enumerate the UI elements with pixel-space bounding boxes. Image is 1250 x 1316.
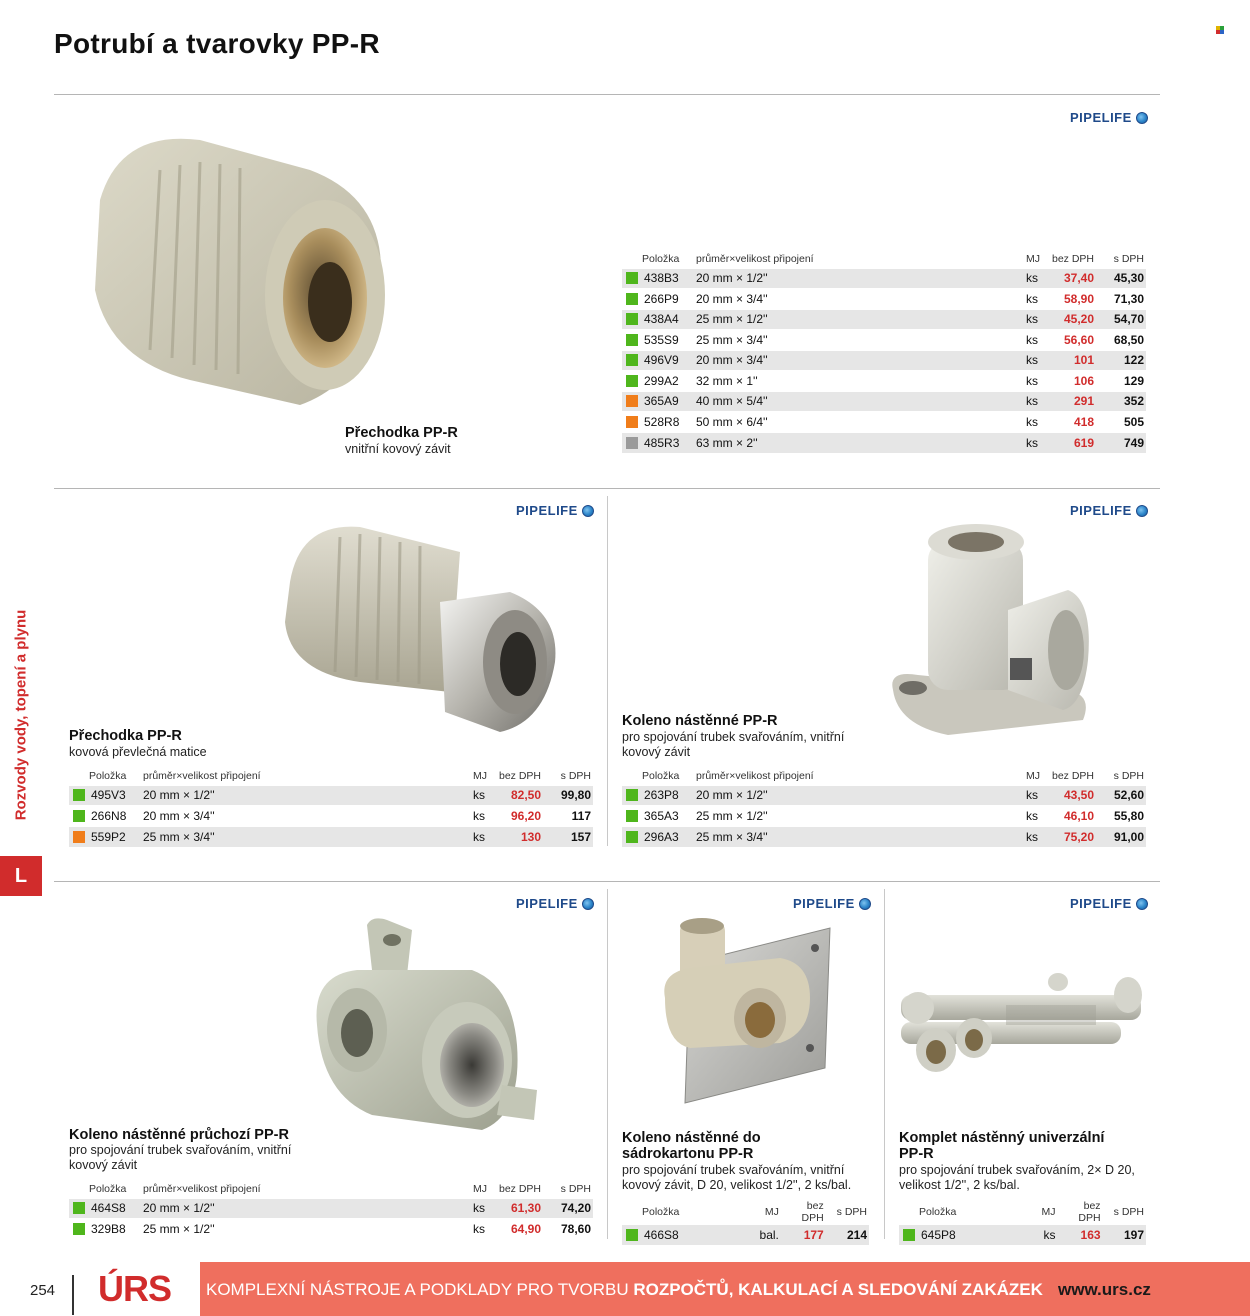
cell-unit: ks (1024, 371, 1046, 392)
cell-gross: 122 (1096, 350, 1146, 371)
column-header-net: bez DPH (498, 769, 541, 782)
urs-logo: ÚRS (98, 1268, 172, 1309)
column-divider (607, 889, 608, 1239)
table-row (622, 412, 1146, 433)
item-code-cell (899, 1225, 1022, 1246)
cell-spec: 20 mm × 1/2'' (141, 1198, 471, 1219)
column-header-unit: MJ (473, 769, 487, 782)
cell-spec: 50 mm × 6/4'' (694, 412, 1024, 433)
availability-marker (626, 293, 638, 305)
cell-gross: 91,00 (1096, 826, 1146, 847)
product-description: pro spojování trubek svařováním, 2× D 20, velikost 1/2'', 2 ks/bal. (899, 1163, 1135, 1192)
item-code-cell (69, 826, 141, 847)
availability-marker (626, 395, 638, 407)
item-code: 645P8 (921, 1228, 956, 1242)
availability-marker (73, 1202, 85, 1214)
cell-unit: ks (1024, 412, 1046, 433)
column-header-gross: s DPH (560, 769, 591, 782)
cell-spec: 20 mm × 3/4'' (694, 350, 1024, 371)
item-code-cell (622, 432, 694, 453)
footer-url[interactable]: www.urs.cz (1058, 1280, 1151, 1299)
cell-spec: 32 mm × 1'' (694, 371, 1024, 392)
table-row (69, 826, 593, 847)
product-title: Přechodka PP-R (69, 728, 182, 744)
column-header-net: bez DPH (1078, 1200, 1101, 1224)
cell-gross: 71,30 (1096, 289, 1146, 310)
availability-marker (73, 810, 85, 822)
cell-net: 46,10 (1046, 806, 1096, 827)
cell-net: 418 (1046, 412, 1096, 433)
cell-gross: 117 (543, 806, 593, 827)
product-title: Koleno nástěnné průchozí PP-R (69, 1127, 289, 1143)
pipelife-logo: PIPELIFE (1070, 110, 1148, 125)
pipelife-logo: PIPELIFE (1070, 896, 1148, 911)
divider (54, 881, 1160, 882)
table-row (622, 350, 1146, 371)
cell-net: 82,50 (493, 785, 543, 806)
cell-net: 163 (1058, 1225, 1103, 1246)
item-code: 464S8 (91, 1201, 126, 1216)
item-code: 438B3 (644, 271, 679, 286)
cell-unit: ks (1024, 350, 1046, 371)
cell-net: 177 (781, 1225, 826, 1246)
table-row (622, 330, 1146, 351)
item-code-cell (622, 268, 694, 289)
cell-unit: ks (1024, 330, 1046, 351)
item-code-cell (69, 1219, 141, 1240)
product-description: vnitřní kovový závit (345, 442, 451, 456)
column-header-spec: průměr×velikost připojení (143, 769, 261, 782)
item-code-cell (622, 826, 694, 847)
product-description: pro spojování trubek svařováním, vnitřní kovový závit (69, 1143, 292, 1172)
availability-marker (903, 1229, 915, 1241)
column-divider (884, 889, 885, 1239)
cell-unit: ks (1022, 1225, 1057, 1246)
product-description: kovová převlečná matice (69, 745, 207, 759)
column-header-spec: průměr×velikost připojení (696, 769, 814, 782)
product-title: Koleno nástěnné PP-R (622, 713, 778, 729)
cell-gross: 352 (1096, 391, 1146, 412)
availability-marker (626, 354, 638, 366)
column-header-item: Položka (642, 1206, 680, 1218)
item-code-cell (622, 350, 694, 371)
item-code: 266P9 (644, 291, 679, 306)
item-code-cell (622, 412, 694, 433)
item-code-cell (622, 371, 694, 392)
footer-separator (72, 1275, 74, 1315)
footer-slogan: KOMPLEXNÍ NÁSTROJE A PODKLADY PRO TVORBU ROZPOČTŮ, KALKULACÍ A SLEDOVÁNÍ ZAKÁZEK (206, 1280, 1043, 1299)
item-code-cell (622, 289, 694, 310)
pipelife-logo: PIPELIFE (1070, 503, 1148, 518)
cell-unit: ks (1024, 309, 1046, 330)
cell-net: 37,40 (1046, 268, 1096, 289)
column-header-unit: MJ (764, 1206, 779, 1218)
product-image-transition-union-nut (280, 522, 570, 742)
availability-marker (626, 375, 638, 387)
availability-marker (626, 334, 638, 346)
table-row (622, 289, 1146, 310)
cell-net: 64,90 (493, 1219, 543, 1240)
item-code-cell (69, 785, 141, 806)
cell-gross: 214 (826, 1225, 869, 1246)
table-row (69, 1219, 593, 1240)
cell-spec: 25 mm × 1/2'' (141, 1219, 471, 1240)
table-row (622, 432, 1146, 453)
cell-net: 61,30 (493, 1198, 543, 1219)
cell-spec: 20 mm × 1/2'' (694, 268, 1024, 289)
product-image-wall-elbow-through (312, 915, 542, 1140)
cell-spec: 63 mm × 2'' (694, 432, 1024, 453)
availability-marker (626, 313, 638, 325)
price-table (622, 767, 1146, 847)
item-code: 263P8 (644, 788, 679, 803)
column-header-item: Položka (89, 1182, 127, 1195)
availability-marker (626, 416, 638, 428)
item-code-cell (622, 309, 694, 330)
product-image-transition-female (80, 130, 410, 420)
cell-spec: 20 mm × 1/2'' (141, 785, 471, 806)
cell-unit: ks (471, 1198, 493, 1219)
column-header-unit: MJ (473, 1182, 487, 1195)
item-code-cell (69, 1198, 141, 1219)
availability-marker (626, 437, 638, 449)
item-code: 266N8 (91, 808, 127, 823)
column-header-unit: MJ (1026, 769, 1040, 782)
item-code: 329B8 (91, 1222, 126, 1236)
item-code: 438A4 (644, 312, 679, 327)
price-table (622, 1200, 869, 1245)
availability-marker (626, 810, 638, 822)
item-code: 496V9 (644, 353, 679, 368)
cell-net: 75,20 (1046, 826, 1096, 847)
cell-gross: 52,60 (1096, 785, 1146, 806)
price-table (69, 767, 593, 847)
availability-marker (626, 831, 638, 843)
column-header-item: Položka (89, 769, 127, 782)
cell-unit: ks (1024, 268, 1046, 289)
item-code: 299A2 (644, 373, 679, 388)
column-header-net: bez DPH (801, 1200, 824, 1224)
cell-unit: ks (471, 826, 493, 847)
column-header-item: Položka (642, 769, 680, 782)
item-code: 559P2 (91, 829, 126, 844)
cell-spec: 25 mm × 1/2'' (694, 806, 1024, 827)
column-header-item: Položka (642, 252, 680, 265)
cell-spec: 20 mm × 3/4'' (694, 289, 1024, 310)
item-code: 365A9 (644, 394, 679, 409)
cell-net: 619 (1046, 432, 1096, 453)
table-row (622, 806, 1146, 827)
cell-net: 58,90 (1046, 289, 1096, 310)
table-row (622, 391, 1146, 412)
page-title: Potrubí a tvarovky PP-R (54, 28, 380, 59)
product-image-wall-elbow (888, 520, 1098, 745)
divider (54, 94, 1160, 95)
table-row (622, 268, 1146, 289)
cell-unit: ks (471, 806, 493, 827)
cell-net: 45,20 (1046, 309, 1096, 330)
table-row (899, 1225, 1146, 1246)
column-header-net: bez DPH (1051, 252, 1094, 265)
cell-unit: ks (1024, 785, 1046, 806)
availability-marker (626, 1229, 638, 1241)
column-header-unit: MJ (1041, 1206, 1056, 1218)
section-tab: Rozvody vody, topení a plynu (12, 609, 30, 821)
cell-unit: ks (471, 785, 493, 806)
cell-spec: 40 mm × 5/4'' (694, 391, 1024, 412)
product-title: Koleno nástěnné do sádrokartonu PP-R (622, 1130, 761, 1162)
column-header-net: bez DPH (1051, 769, 1094, 782)
item-code: 495V3 (91, 788, 126, 803)
column-header-gross: s DPH (836, 1206, 867, 1218)
cell-spec: 25 mm × 3/4'' (694, 330, 1024, 351)
item-code-cell (622, 806, 694, 827)
table-row (622, 785, 1146, 806)
column-header-gross: s DPH (560, 1182, 591, 1195)
column-header-item: Položka (919, 1206, 957, 1218)
item-code: 535S9 (644, 332, 679, 347)
item-code: 365A3 (644, 808, 679, 823)
table-row (69, 806, 593, 827)
cell-gross: 99,80 (543, 785, 593, 806)
product-image-drywall-elbow (660, 918, 835, 1108)
cell-unit: bal. (745, 1225, 781, 1246)
item-code-cell (622, 330, 694, 351)
cell-unit: ks (1024, 432, 1046, 453)
section-letter: L (0, 856, 42, 896)
cell-unit: ks (1024, 806, 1046, 827)
table-row (622, 1225, 869, 1246)
divider (54, 488, 1160, 489)
cell-gross: 74,20 (543, 1198, 593, 1219)
cell-gross: 197 (1103, 1225, 1146, 1246)
product-description: pro spojování trubek svařováním, vnitřní kovový závit, D 20, velikost 1/2'', 2 ks/bal. (622, 1163, 852, 1192)
column-header-gross: s DPH (1113, 1206, 1144, 1218)
column-header-unit: MJ (1026, 252, 1040, 265)
cell-unit: ks (1024, 289, 1046, 310)
cell-net: 43,50 (1046, 785, 1096, 806)
cell-spec: 25 mm × 1/2'' (694, 309, 1024, 330)
item-code-cell (69, 806, 141, 827)
cell-net: 96,20 (493, 806, 543, 827)
page-number: 254 (30, 1282, 56, 1299)
column-header-gross: s DPH (1113, 252, 1144, 265)
price-table (899, 1200, 1146, 1245)
item-code: 296A3 (644, 829, 679, 844)
pipelife-logo: PIPELIFE (516, 503, 594, 518)
price-table (69, 1180, 593, 1239)
pipelife-logo: PIPELIFE (516, 896, 594, 911)
cell-gross: 157 (543, 826, 593, 847)
cell-gross: 68,50 (1096, 330, 1146, 351)
table-row (69, 1198, 593, 1219)
column-divider (607, 496, 608, 846)
column-header-gross: s DPH (1113, 769, 1144, 782)
item-code: 528R8 (644, 414, 680, 429)
cell-gross: 45,30 (1096, 268, 1146, 289)
price-table (622, 250, 1146, 453)
color-registration-mark (1216, 26, 1225, 35)
table-row (69, 785, 593, 806)
cell-net: 291 (1046, 391, 1096, 412)
availability-marker (626, 789, 638, 801)
product-description: pro spojování trubek svařováním, vnitřní kovový závit (622, 730, 845, 759)
availability-marker (73, 789, 85, 801)
table-row (622, 309, 1146, 330)
cell-net: 56,60 (1046, 330, 1096, 351)
cell-unit: ks (1024, 391, 1046, 412)
cell-spec: 25 mm × 3/4'' (141, 826, 471, 847)
item-code-cell (622, 785, 694, 806)
cell-spec: 20 mm × 1/2'' (694, 785, 1024, 806)
availability-marker (626, 272, 638, 284)
cell-gross: 505 (1096, 412, 1146, 433)
cell-gross: 78,60 (543, 1219, 593, 1240)
column-header-spec: průměr×velikost připojení (143, 1182, 261, 1195)
item-code-cell (622, 391, 694, 412)
product-title: Přechodka PP-R (345, 425, 458, 441)
cell-gross: 55,80 (1096, 806, 1146, 827)
item-code: 466S8 (644, 1228, 679, 1242)
cell-net: 101 (1046, 350, 1096, 371)
cell-gross: 129 (1096, 371, 1146, 392)
product-image-wall-kit (896, 960, 1148, 1075)
cell-spec: 25 mm × 3/4'' (694, 826, 1024, 847)
item-code-cell (622, 1225, 745, 1246)
column-header-net: bez DPH (498, 1182, 541, 1195)
cell-net: 106 (1046, 371, 1096, 392)
availability-marker (73, 1223, 85, 1235)
cell-spec: 20 mm × 3/4'' (141, 806, 471, 827)
cell-gross: 749 (1096, 432, 1146, 453)
column-header-spec: průměr×velikost připojení (696, 252, 814, 265)
availability-marker (73, 831, 85, 843)
product-title: Komplet nástěnný univerzální PP-R (899, 1130, 1105, 1162)
cell-net: 130 (493, 826, 543, 847)
cell-gross: 54,70 (1096, 309, 1146, 330)
item-code: 485R3 (644, 435, 680, 450)
cell-unit: ks (1024, 826, 1046, 847)
table-row (622, 371, 1146, 392)
table-row (622, 826, 1146, 847)
cell-unit: ks (471, 1219, 493, 1240)
pipelife-logo: PIPELIFE (793, 896, 871, 911)
